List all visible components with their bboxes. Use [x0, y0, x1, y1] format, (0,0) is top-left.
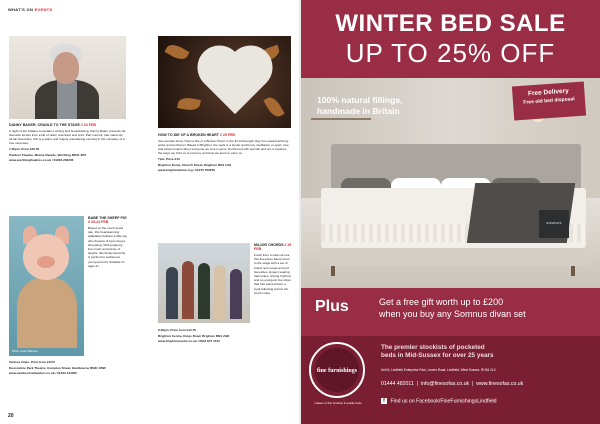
ad-headline: WINTER BED SALE	[335, 10, 566, 37]
article-web: www.eastbournetheatres.co.uk / 01323 412000	[9, 371, 77, 376]
article-time-price: Various times. Price from £9.50	[9, 360, 55, 364]
ad-subhead: UP TO 25% OFF	[345, 38, 556, 68]
article-venue: Brighton Centre, Kings Road, Brighton BN1 2GR	[158, 333, 230, 338]
phone-number: 01444 482011	[381, 381, 414, 387]
badge-line-2: Free old bed disposal	[523, 96, 575, 106]
article-web: www.brightondome.org / 01273 709709	[158, 168, 215, 173]
article-time-price: 7pm. Price £10	[158, 157, 180, 162]
badge-line-1: Free Delivery	[527, 87, 570, 98]
article-web: www.worthingtheatres.co.uk / 01903 206206	[9, 158, 74, 163]
somnus-brand-box: SOMNUS	[539, 210, 569, 238]
article-title: BABE THE SHEEP PIG	[88, 216, 127, 220]
article-babe-info	[9, 360, 129, 410]
store-address: Unit 5, Lindfield Enterprise Park, Lewes Road, Lindfield, West Sussex, RH16 2LX	[381, 368, 496, 372]
article-broken-heart	[158, 133, 291, 233]
header-brand: WHAT'S ON	[8, 7, 34, 12]
article-body: A night of the brilliant comedian's writing and broadcasting. Danny Baker presents his favourite stories from a life of radio, television and print. Part memoir, part stand-up, all fan favourites, this is a warm and hugely entertaining evening in the company of a true raconteur.	[9, 128, 126, 146]
logo-name: fine furnishings	[316, 368, 358, 374]
article-date: // 23-24 FEB	[88, 220, 109, 225]
article-body: One-woman show, How to Die of a Broken Heart, is the first full-length play from award-winning writer and performer. Based in Brighton, the work is a tender and funny meditation on grief, love and what remains when someone we love is gone. Performed with warmth and wit, it explores the ways we hold on to memory and how we learn to carry on.	[158, 138, 289, 156]
article-time-price: 7.30pm. Price £26.50	[9, 147, 40, 152]
article-title: HOW TO DIE OF A BROKEN HEART	[158, 133, 219, 137]
article-date: // 26 FEB	[254, 243, 292, 252]
article-venue: Pavilion Theatre, Marine Parade, Worthing BN11 3PX	[9, 152, 87, 157]
article-danny-baker	[9, 123, 127, 205]
premier-stockists-text: The premier stockists of pocketed beds in Mid-Sussex for over 25 years	[381, 344, 494, 359]
natural-fillings-tagline: 100% natural fillings, handmade in Britain	[317, 95, 403, 116]
article-body: Based on the much-loved tale, this heartwarming adaptation follows a little pig who dreams of becoming a sheepdog. With puppetry, live music and plenty of laughs, this family favourite is perfect for audiences young and old. Suitable for ages 4+.	[88, 225, 127, 268]
offer-strip	[301, 288, 600, 336]
gift-offer: Get a free gift worth up to £200 when you buy any Somnus divan set	[379, 297, 526, 319]
article-web: www.brightoncentre.co.uk / 0844 847 1515	[158, 339, 220, 344]
header-section: EVENTS	[34, 7, 53, 12]
article-venue: Brighton Dome, Church Street, Brighton BN1 1UG	[158, 162, 232, 167]
photo-credit: Photo: Lewis Wileman	[12, 350, 38, 353]
article-title: DANNY BAKER: CRADLE TO THE STAGE	[9, 123, 80, 127]
page-header	[8, 7, 52, 12]
logo-subtitle: makers of fine furniture & quality beds	[314, 401, 362, 405]
left-page	[0, 0, 299, 424]
article-date: // 23 FEB	[80, 123, 96, 127]
ad-footer	[301, 336, 600, 424]
broken-heart-photo	[158, 36, 291, 128]
free-delivery-badge	[512, 82, 586, 121]
facebook-link[interactable]: f Find us on Facebook/FineFurnishingsLindfield	[381, 398, 497, 404]
article-band	[254, 243, 292, 325]
article-band-info	[158, 328, 292, 410]
page-number: 20	[8, 413, 14, 419]
article-body: Fresh from a sold-out tour, this five-piece band return to the stage with a set of brand new songs and old favourites. Expect soaring harmonies, driving rhythms and an energetic live show that has earned them a loyal following across the south coast.	[254, 252, 292, 295]
plus-label: Plus	[315, 298, 349, 315]
article-date: // 25 FEB	[219, 133, 236, 137]
bed-sale-advert	[301, 0, 600, 424]
article-time-price: 8.30pm. Price from £12.75	[158, 328, 197, 332]
article-babe	[88, 216, 128, 356]
email-link[interactable]: info@finesofas.co.uk	[420, 381, 470, 387]
website-link[interactable]: www.finesofas.co.uk	[476, 381, 524, 387]
article-title: MAJOR CHORDS	[254, 243, 284, 247]
article-venue: Devonshire Park Theatre, Compton Street, Eastbourne BN21 4BW	[9, 365, 106, 370]
facebook-icon: f	[381, 398, 387, 404]
danny-baker-photo	[9, 36, 126, 119]
contact-details: 01444 482011 | info@finesofas.co.uk | www.finesofas.co.uk	[381, 381, 524, 387]
band-photo	[158, 243, 250, 323]
babe-puppet-photo	[9, 216, 84, 356]
